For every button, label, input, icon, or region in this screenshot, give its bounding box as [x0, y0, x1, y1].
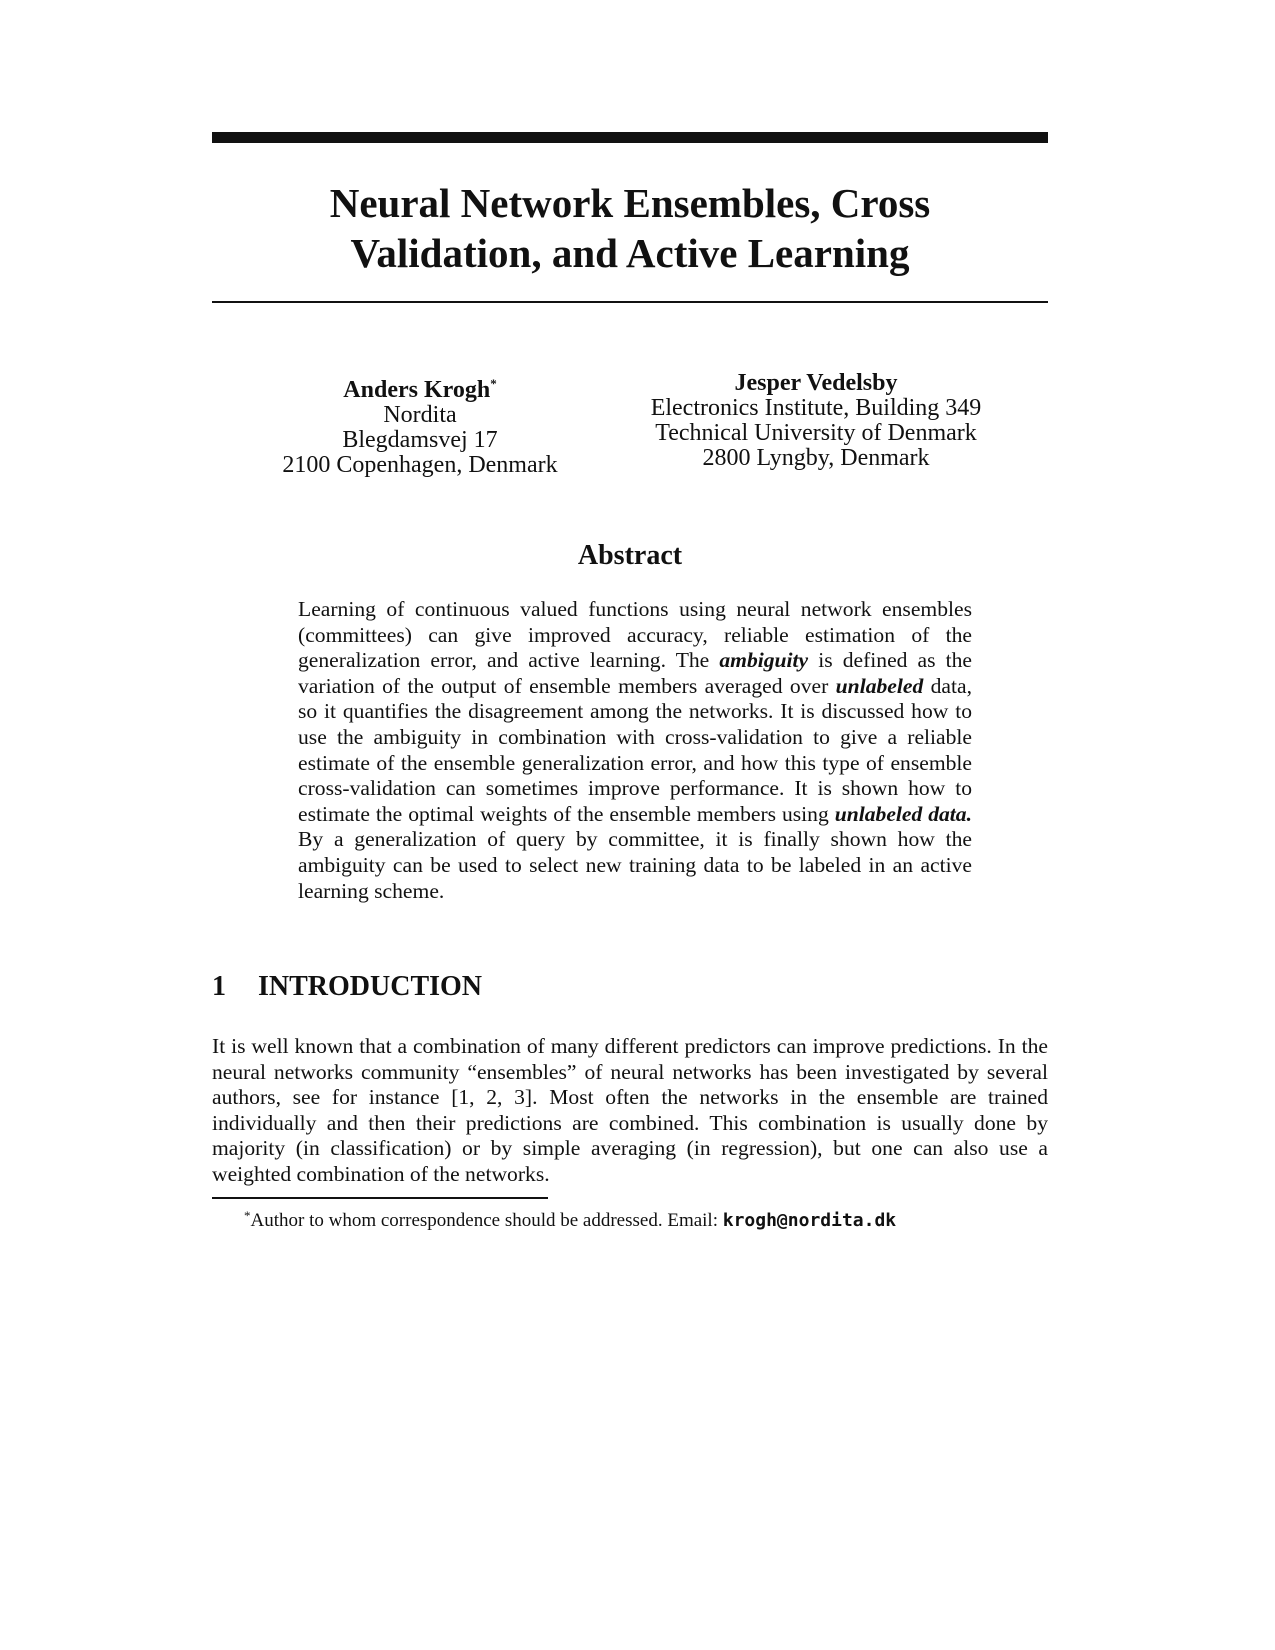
footnote-marker: * [490, 376, 497, 391]
top-rule [212, 132, 1048, 143]
abstract-part-1: Learning of continuous valued functions using neural network ensembles (committees) can give improved accuracy, reliable estimation of the generalization error, and active learning. The [298, 597, 972, 673]
section-number: 1 [212, 971, 226, 1002]
author-block-krogh [270, 371, 570, 478]
author-block-vedelsby [636, 371, 996, 471]
title-rule [212, 301, 1048, 303]
footnote [244, 1204, 1064, 1233]
author-university: Technical University of Denmark [655, 420, 977, 446]
title-line-1: Neural Network Ensembles, Cross [329, 180, 931, 226]
abstract-part-4: By a generalization of query by committee, it is finally shown how the ambiguity can be used to select new training data to be labeled in an active learning scheme. [298, 827, 972, 903]
abstract-heading: Abstract [577, 540, 683, 571]
abstract-part-3: data, so it quantifies the disagreement among the networks. It is discussed how to use the ambiguity in combination with cross-validation to give a reliable estimate of the ensemble generalization error, and how this type of ensemble cross-validation can sometimes improve performance. It is shown how to estimate the optimal weights of the ensemble members using [298, 673, 972, 826]
abstract-part-2: is defined as the variation of the output of ensemble members averaged over [298, 648, 972, 698]
footnote-email: krogh@nordita.dk [722, 1210, 897, 1231]
abstract-emphasis-unlabeled: unlabeled [835, 673, 924, 698]
author-address: Blegdamsvej 17 [342, 427, 498, 453]
author-city: 2800 Lyngby, Denmark [702, 445, 930, 471]
author-affiliation: Electronics Institute, Building 349 [650, 395, 982, 421]
abstract-text [298, 597, 972, 904]
footnote-mark: * [244, 1208, 251, 1223]
author-name [270, 371, 570, 403]
footnote-rule [212, 1197, 548, 1199]
section-heading-introduction [212, 970, 1048, 1004]
paper-title [212, 178, 1048, 278]
author-name: Jesper Vedelsby [734, 370, 898, 396]
section-title: INTRODUCTION [258, 971, 483, 1002]
abstract-emphasis-ambiguity: ambiguity [719, 648, 809, 673]
author-city: 2100 Copenhagen, Denmark [282, 452, 558, 478]
title-line-2: Validation, and Active Learning [350, 230, 910, 276]
author-name-text: Anders Krogh [343, 377, 491, 403]
footnote-text: Author to whom correspondence should be addressed. Email: [250, 1210, 723, 1231]
abstract-emphasis-unlabeled-data: unlabeled data. [834, 801, 972, 826]
introduction-paragraph: It is well known that a combination of many different predictors can improve predictions. In the neural networks community “ensembles” of neural networks has been investigated by several authors, see for instance [1, 2, 3]. Most often the networks in the ensemble are trained individually and then their predictions are combined. This combination is usually done by majority (in classification) or by simple averaging (in regression), but one can also use a weighted combination of the networks. [212, 1034, 1048, 1186]
author-affiliation: Nordita [383, 402, 457, 428]
